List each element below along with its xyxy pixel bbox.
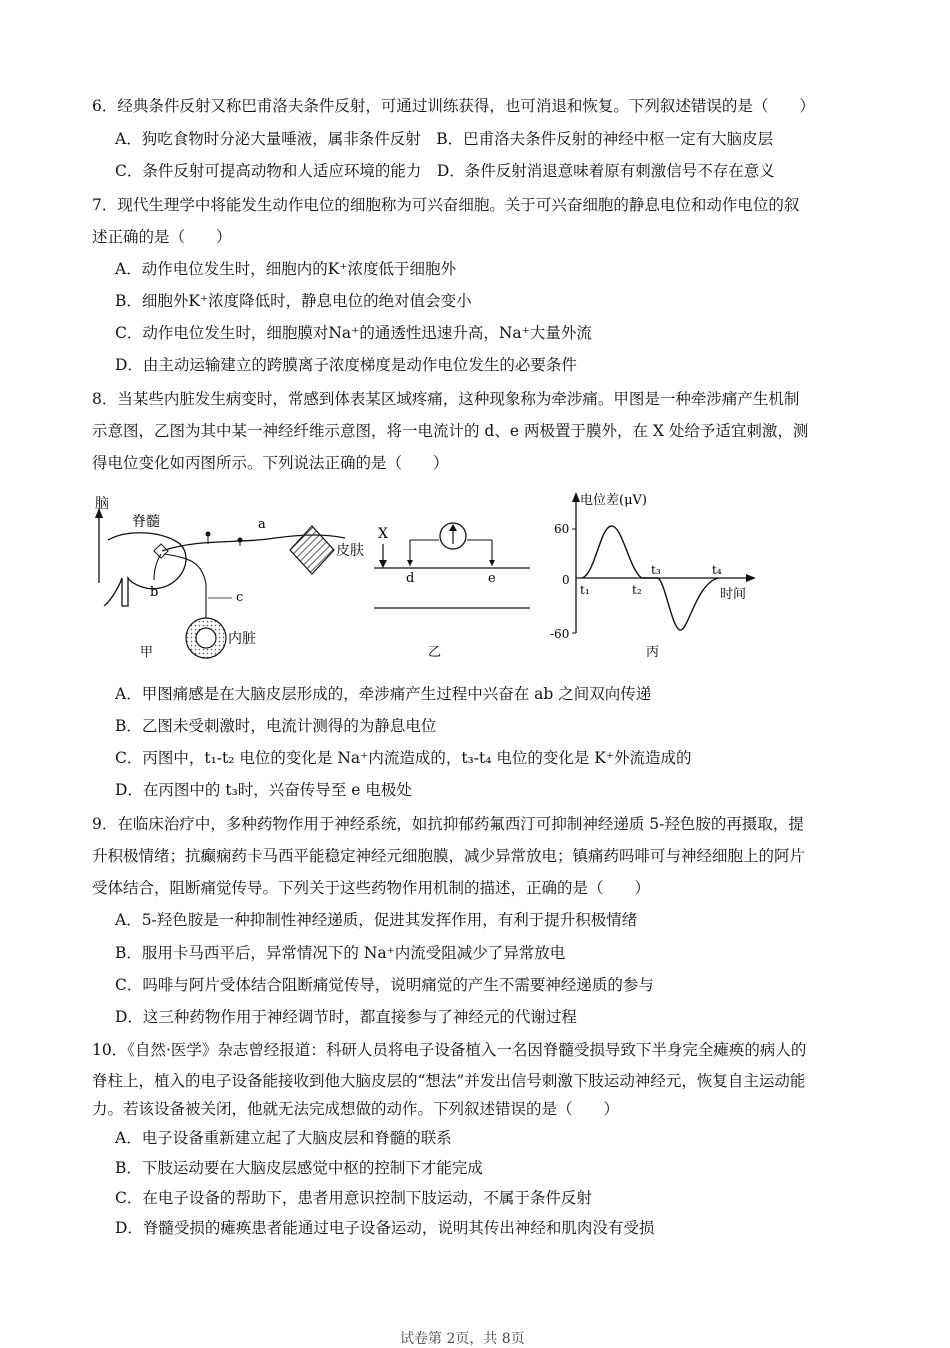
question-8-option-c: C．丙图中，t₁-t₂ 电位的变化是 Na⁺内流造成的，t₃-t₄ 电位的变化是 K⁺外流造成的: [115, 749, 692, 767]
ganglion-dot-1: [206, 532, 211, 537]
question-7-option-b: B．细胞外K⁺浓度降低时，静息电位的绝对值会变小: [115, 292, 472, 310]
question-6-option-cd: C．条件反射可提高动物和人适应环境的能力 D．条件反射消退意味着原有刺激信号不存在意义: [115, 162, 775, 180]
question-7-line-1: 7．现代生理学中将能发生动作电位的细胞称为可兴奋细胞。关于可兴奋细胞的静息电位和动作电位的叙: [92, 196, 800, 214]
question-7-option-d: D．由主动运输建立的跨膜离子浓度梯度是动作电位发生的必要条件: [115, 356, 577, 374]
spinal-cord-outline: [104, 533, 186, 606]
question-10-line-2: 脊柱上，植入的电子设备能接收到他大脑皮层的“想法”并发出信号刺激下肢运动神经元，恢复自主运动能: [92, 1072, 806, 1090]
label-t3: t₃: [651, 563, 661, 577]
caption-jia: 甲: [140, 645, 154, 660]
question-9-line-3: 受体结合，阻断痛觉传导。下列关于这些药物作用机制的描述，正确的是（ ）: [92, 879, 651, 897]
question-10-option-d: D．脊髓受损的瘫痪患者能通过电子设备运动，说明其传出神经和肌肉没有受损: [115, 1219, 655, 1237]
question-8-option-a: A．甲图痛感是在大脑皮层形成的，牵涉痛产生过程中兴奋在 ab 之间双向传递: [115, 685, 652, 703]
ganglion-dot-2: [238, 538, 243, 543]
label-c: c: [236, 590, 244, 605]
viscera-label: 内脏: [228, 631, 256, 647]
caption-yi: 乙: [428, 645, 442, 660]
spinal-cord-label: 脊髓: [132, 514, 160, 530]
page-footer: 试卷第 2页，共 8页: [400, 1331, 525, 1347]
figure-panel: [90, 488, 770, 673]
question-9-line-2: 升积极情绪；抗癫痫药卡马西平能稳定神经元细胞膜，减少异常放电；镇痛药吗啡可与神经细胞上的阿片: [92, 847, 806, 865]
label-t1: t₁: [580, 583, 590, 597]
question-9-option-a: A．5-羟色胺是一种抑制性神经递质，促进其发挥作用，有利于提升积极情绪: [115, 911, 638, 929]
question-10-line-3: 力。若该设备被关闭，他就无法完成想做的动作。下列叙述错误的是（ ）: [92, 1100, 620, 1118]
figure-yi: [374, 523, 530, 660]
question-9-option-d: D．这三种药物作用于神经调节时，都直接参与了神经元的代谢过程: [115, 1008, 577, 1026]
figure-bing: [550, 492, 756, 660]
label-d: d: [406, 571, 415, 586]
question-9-option-b: B．服用卡马西平后，异常情况下的 Na⁺内流受阻减少了异常放电: [115, 944, 566, 962]
question-7-line-2: 述正确的是（ ）: [92, 228, 232, 246]
y-axis-label: 电位差(μV): [580, 493, 647, 508]
synapse-box: [154, 544, 168, 558]
label-b: b: [150, 585, 159, 600]
question-10-line-1: 10．《自然·医学》杂志曾经报道：科研人员将电子设备植入一名因脊髓受损导致下半身完全瘫痪的病人的: [92, 1041, 807, 1059]
skin-label: 皮肤: [336, 543, 364, 559]
x-axis-label: 时间: [720, 587, 747, 602]
label-t2: t₂: [632, 583, 642, 597]
question-9-option-c: C．吗啡与阿片受体结合阻断痛觉传导，说明痛觉的产生不需要神经递质的参与: [115, 976, 654, 994]
question-8-option-b: B．乙图未受刺激时，电流计测得的为静息电位: [115, 717, 437, 735]
question-10-option-c: C．在电子设备的帮助下，患者用意识控制下肢运动，不属于条件反射: [115, 1189, 592, 1207]
nerve-fiber-b: [154, 554, 161, 580]
question-9-line-1: 9．在临床治疗中，多种药物作用于神经系统，如抗抑郁药氟西汀可抑制神经递质 5-羟色胺的再摄取，提: [92, 815, 804, 833]
question-6-option-ab: A．狗吃食物时分泌大量唾液，属非条件反射 B．巴甫洛夫条件反射的神经中枢一定有大脑皮层: [115, 130, 774, 148]
label-a: a: [258, 517, 266, 532]
question-8-line-1: 8．当某些内脏发生病变时，常感到体表某区域疼痛，这种现象称为牵涉痛。甲图是一种牵涉痛产生机制: [92, 390, 800, 408]
question-8-option-d: D．在丙图中的 t₃时，兴奋传导至 e 电极处: [115, 781, 412, 799]
question-6-line-1: 6．经典条件反射又称巴甫洛夫条件反射，可通过训练获得，也可消退和恢复。下列叙述错误的是（ ）: [92, 97, 815, 115]
label-e: e: [488, 571, 496, 586]
figure-svg: [90, 488, 770, 673]
tick-neg-60: -60: [550, 627, 570, 641]
question-10-option-b: B．下肢运动要在大脑皮层感觉中枢的控制下才能完成: [115, 1159, 483, 1177]
caption-bing: 丙: [646, 645, 660, 660]
question-10-option-a: A．电子设备重新建立起了大脑皮层和脊髓的联系: [115, 1129, 452, 1147]
tick-0: 0: [562, 573, 570, 587]
label-x: X: [378, 526, 388, 542]
question-8-line-3: 得电位变化如丙图所示。下列说法正确的是（ ）: [92, 454, 449, 472]
figure-jia: [95, 496, 364, 660]
tick-60: 60: [554, 522, 570, 536]
skin-diamond: [290, 526, 334, 574]
question-8-line-2: 示意图，乙图为其中某一神经纤维示意图，将一电流计的 d、e 两极置于膜外，在 X 处给予适宜刺激，测: [92, 422, 809, 440]
question-7-option-a: A．动作电位发生时，细胞内的K⁺浓度低于细胞外: [115, 260, 456, 278]
question-7-option-c: C．动作电位发生时，细胞膜对Na⁺的通透性迅速升高，Na⁺大量外流: [115, 324, 592, 342]
label-t4: t₄: [712, 563, 722, 577]
brain-label: 脑: [95, 496, 109, 512]
